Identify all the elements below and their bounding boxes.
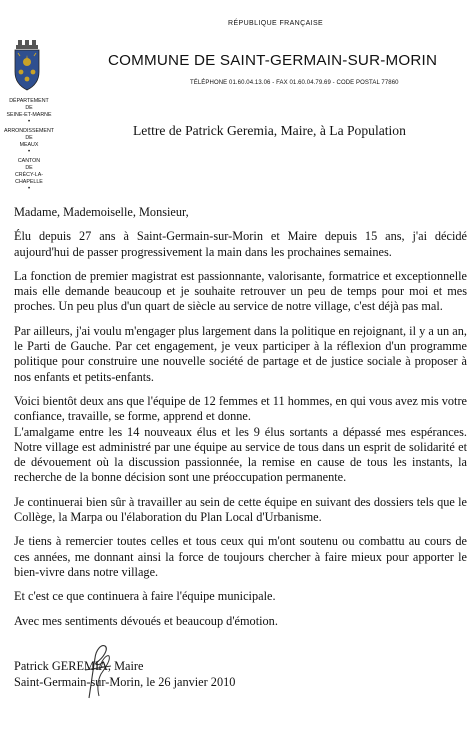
paragraph: Je continuerai bien sûr à travailler au sein de cette équipe en suivant des dossiers tels que le Collège, la Marpa ou l'élaboration du Plan Local d'Urbanisme. — [14, 494, 467, 525]
paragraph: La fonction de premier magistrat est passionnante, valorisante, formatrice et exceptionnelle mais elle demande beaucoup et je souhaite retrouver un peu de temps pour moi et mes proches. Un peu plus d'un quart de siècle au service de notre village, c'est déjà pas mal. — [14, 268, 467, 314]
signoff — [14, 659, 235, 690]
paragraph: L'amalgame entre les 14 nouveaux élus et les 9 élus sortants a dépassé mes espérances. Notre village est administré par une équipe au service de tous dans un esprit de solidarité et de dévouement où la discussion passionnée, la remise en cause de tous les instants, la recherche de la bonne décision sont une préoccupation permanente. — [14, 424, 467, 485]
letter-title: Lettre de Patrick Geremia, Maire, à La Population — [133, 123, 406, 138]
paragraph: Élu depuis 27 ans à Saint-Germain-sur-Morin et Maire depuis 15 ans, j'ai décidé aujourd'hui de passer progressivement la main dans les prochaines semaines. — [14, 229, 467, 259]
coat-of-arms-icon — [12, 40, 42, 94]
separator-dot: • — [27, 149, 31, 155]
paragraph: Et c'est ce que continuera à faire l'équipe municipale. — [14, 589, 276, 604]
separator-dot: • — [27, 186, 31, 192]
departement-block: DÉPARTEMENT DE SEINE-ET-MARNE • — [2, 98, 56, 125]
paragraph: Par ailleurs, j'ai voulu m'engager plus largement dans la politique en rejoignant, il y a un an, le Parti de Gauche. Par cet engagement, je veux participer à la réflexion d'un programme politique pour construire une nouvelle société de partage et de justice sociale à proposer à nos enfants et petits-enfants. — [14, 323, 467, 384]
greeting: Madame, Mademoiselle, Monsieur, — [14, 205, 189, 219]
arrondissement-block: ARRONDISSEMENT DE MEAUX • — [3, 128, 55, 155]
canton-block: CANTON DE CRÉCY-LA-CHAPELLE • — [2, 158, 56, 192]
signatory-name: Patrick GEREMIA, Maire — [14, 659, 144, 673]
administrative-sidebar — [2, 98, 56, 195]
contact-line: TÉLÉPHONE 01.60.04.13.06 - FAX 01.60.04.79.69 - CODE POSTAL 77860 — [190, 80, 399, 86]
paragraph: Voici bientôt deux ans que l'équipe de 12 femmes et 11 hommes, en qui vous avez mis votre confiance, travaille, se forme, apprend et donne. — [14, 393, 468, 424]
closing: Avec mes sentiments dévoués et beaucoup d'émotion. — [14, 613, 278, 628]
paragraph: Je tiens à remercier toutes celles et tous ceux qui m'ont soutenu ou combattu au cours de ces années, me donnant ainsi la force de toujours chercher à faire mieux pour apporter le bien-vivre dans notre village. — [14, 534, 467, 579]
separator-dot: • — [27, 119, 31, 125]
republic-label: RÉPUBLIQUE FRANÇAISE — [228, 20, 324, 27]
commune-title: COMMUNE DE SAINT-GERMAIN-SUR-MORIN — [108, 52, 438, 69]
letter-body — [14, 205, 467, 638]
place-date: Saint-Germain-sur-Morin, le 26 janvier 2010 — [14, 674, 236, 689]
